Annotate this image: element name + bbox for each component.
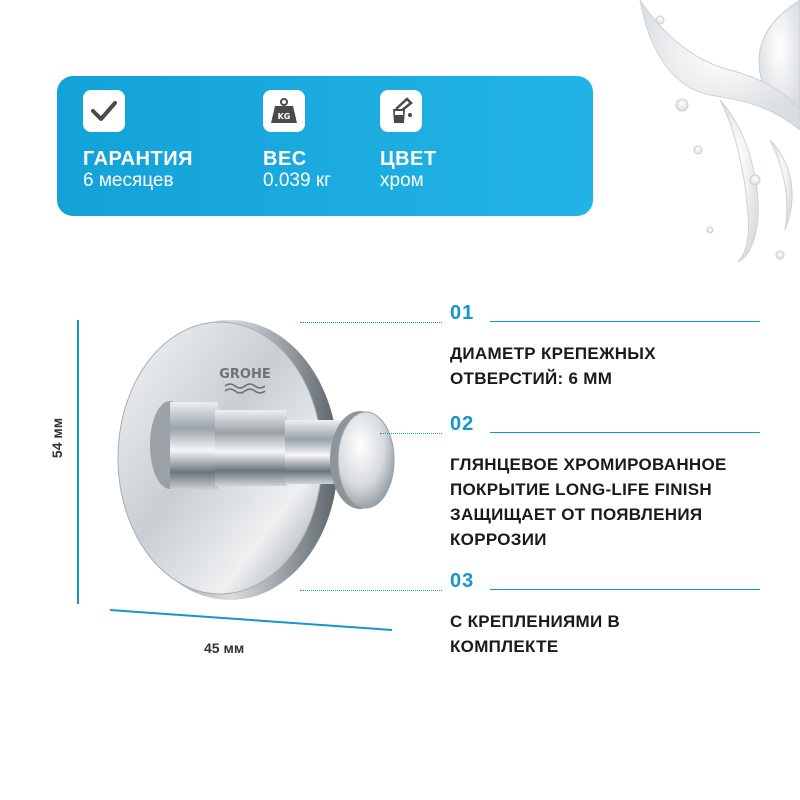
callout-underline — [490, 589, 760, 590]
callout-01 — [450, 302, 760, 391]
callout-text: С КРЕПЛЕНИЯМИ В КОМПЛЕКТЕ — [450, 612, 621, 656]
callout-02-connector — [380, 433, 442, 434]
svg-text:KG: KG — [277, 112, 291, 121]
color-value: хром — [380, 170, 424, 191]
callout-03 — [450, 570, 760, 659]
callout-number: 02 — [450, 413, 475, 435]
height-label: 54 мм — [49, 417, 66, 459]
callout-03-connector — [300, 590, 442, 591]
weight-value: 0.039 кг — [263, 170, 332, 191]
warranty-title: ГАРАНТИЯ — [83, 148, 193, 170]
callout-number: 01 — [450, 302, 475, 324]
width-label: 45 мм — [204, 640, 245, 656]
brand-logo: GROHE — [219, 367, 271, 382]
callout-02 — [450, 413, 760, 552]
callout-text: ДИАМЕТР КРЕПЕЖНЫХ ОТВЕРСТИЙ: 6 ММ — [450, 344, 656, 388]
callout-text: ГЛЯНЦЕВОЕ ХРОМИРОВАННОЕ ПОКРЫТИЕ LONG-LIFE FINISH ЗАЩИЩАЕТ ОТ ПОЯВЛЕНИЯ КОРРОЗИИ — [450, 455, 727, 549]
weight-title: ВЕС — [263, 148, 307, 170]
color-title: ЦВЕТ — [380, 148, 437, 170]
robe-hook-image — [70, 300, 450, 680]
callout-underline — [490, 321, 760, 322]
callout-number: 03 — [450, 570, 475, 592]
callout-underline — [490, 432, 760, 433]
warranty-value: 6 месяцев — [83, 170, 174, 191]
callout-01-connector — [300, 322, 442, 323]
